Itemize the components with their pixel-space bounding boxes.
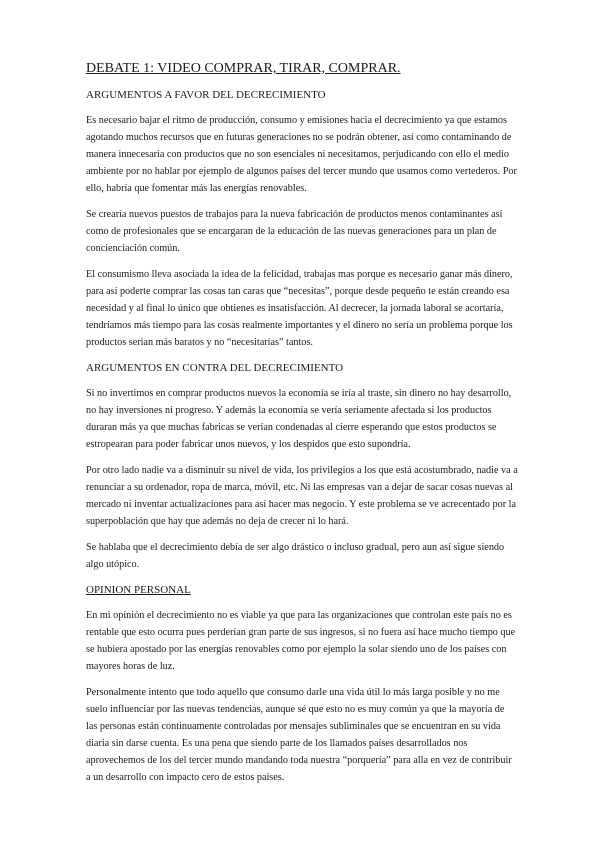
document-title: DEBATE 1: VIDEO COMPRAR, TIRAR, COMPRAR. xyxy=(86,61,401,76)
opinion-paragraph-1: En mi opinión el decrecimiento no es viable ya que para las organizaciones que controlan este país no es rentable que esto ocurra pues perderían gran parte de sus ingresos, si no fuera así hace mucho tiempo que se hubiera apostado por las energías renovables como por ejemplo la solar siendo uno de los países con mayores horas de luz. xyxy=(86,610,516,672)
heading-favor: ARGUMENTOS A FAVOR DEL DECRECIMIENTO xyxy=(86,89,326,101)
contra-paragraph-3: Se hablaba que el decrecimiento debía de ser algo drástico o incluso gradual, pero aun así sigue siendo algo utópico. xyxy=(86,542,505,570)
favor-paragraph-1: Es necesario bajar el ritmo de producción, consumo y emisiones hacia el decrecimiento ya que estamos agotando muchos recursos que en futuras generaciones no se podrán obtener, así como contaminando de manera innecesaria con productos que no son esenciales ni necesitamos, perjudicando con ello el medio ambiente por no hablar por ejemplo de algunos países del tercer mundo que usamos como vertederos. Por ello, habría que fomentar más las energías renovables. xyxy=(86,115,517,194)
contra-paragraph-2: Por otro lado nadie va a disminuir su nivel de vida, los privilegios a los que está acostumbrado, nadie va a renunciar a su ordenador, ropa de marca, móvil, etc. Ni las empresas van a dejar de sacar cosas nuevas al mercado ni inventar actualizaciones para así hacer mas negocio. Y este problema se ve acrecentado por la superpoblación que hay que además no deja de crecer ni lo hará. xyxy=(86,465,518,527)
document-page xyxy=(86,60,518,795)
favor-paragraph-3: El consumismo lleva asociada la idea de la felicidad, trabajas mas porque es necesario ganar más dinero, para así poderte comprar las cosas tan caras que “necesitas”, porque desde pequeño te están creando esa necesidad y al final lo único que obtienes es insatisfacción. Al decrecer, la jornada laboral se acortaría, tendríamos más tiempo para las cosas realmente importantes y el dinero no sería un problema porque los productos serian más baratos y no “necesitarías” tantos. xyxy=(86,269,513,348)
favor-paragraph-2: Se crearía nuevos puestos de trabajos para la nueva fabricación de productos menos contaminantes así como de profesionales que se encargaran de la educación de las nuevas generaciones para un plan de concienciación común. xyxy=(86,209,503,254)
contra-paragraph-1: Si no invertimos en comprar productos nuevos la economía se iría al traste, sin dinero no hay desarrollo, no hay inversiones ni progreso. Y además la economía se vería seriamente afectada si los productos duraran más ya que muchas fabricas se verían condenadas al cierre esperando que estos productos se estropearan para poder fabricar unos nuevos, y los despidos que esto supondría. xyxy=(86,388,512,450)
heading-opinion: OPINION PERSONAL xyxy=(86,584,191,596)
opinion-paragraph-2: Personalmente intento que todo aquello que consumo darle una vida útil lo más larga posible y no me suelo influenciar por las nuevas tendencias, aunque sé que esto no es muy común ya que la mayoría de las personas están continuamente controladas por mensajes subliminales que se encuentran en su vida diaria sin darse cuenta. Es una pena que siendo parte de los llamados países desarrollados nos aprovechemos de los del tercer mundo mandando toda nuestra “porquería” para alla en vez de contribuir a un desarrollo con impacto cero de estos países. xyxy=(86,687,512,783)
heading-contra: ARGUMENTOS EN CONTRA DEL DECRECIMIENTO xyxy=(86,362,344,374)
